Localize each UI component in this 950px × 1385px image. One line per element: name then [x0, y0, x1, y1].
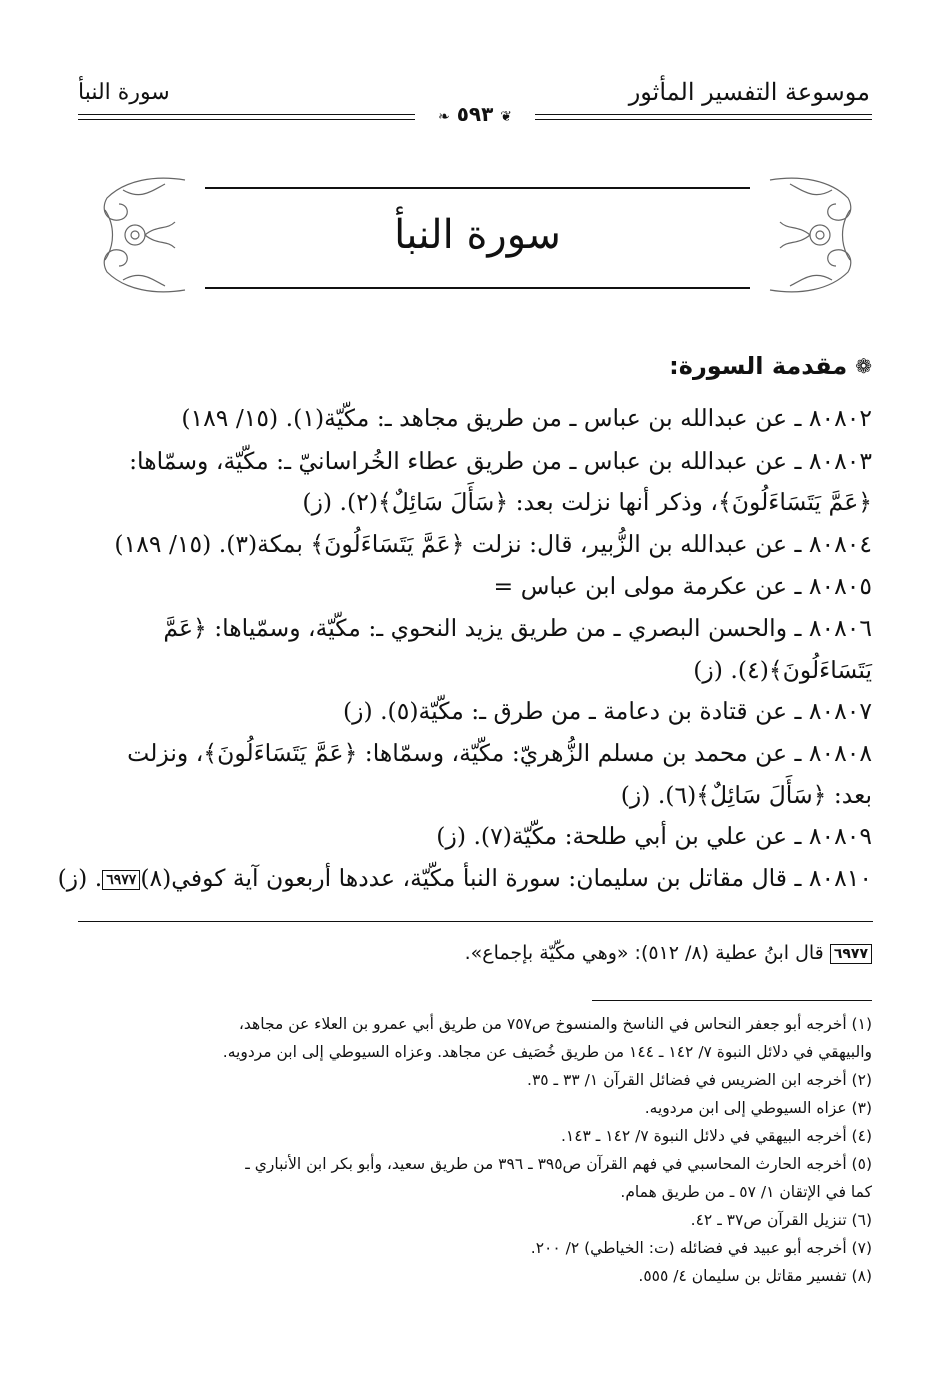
- text-line: ٨٠٨٠٣ ـ عن عبدالله بن عباس ـ من طريق عطاء الخُراسانيّ ـ: مكّيّة، وسمّاها:: [129, 447, 872, 475]
- footnote: (٧) أخرجه أبو عبيد في فضائله (ت: الخياطي) ٢/ ٢٠٠.: [530, 1239, 872, 1257]
- note-text: قال ابنُ عطية (٨/ ٥١٢): «وهي مكّيّة بإجماع».: [464, 942, 824, 964]
- text-line: ٨٠٨٠٩ ـ عن علي بن أبي طلحة: مكّيّة(٧). (ز): [436, 822, 872, 850]
- footnote: (٨) تفسير مقاتل بن سليمان ٤/ ٥٥٥.: [638, 1267, 872, 1285]
- text-line: ٨٠٨٠٢ ـ عن عبدالله بن عباس ـ من طريق مجاهد ـ: مكّيّة(١). (١٥/ ١٨٩): [181, 404, 872, 432]
- footnote-separator: [592, 1000, 872, 1001]
- page-number: ٥٩٣: [456, 102, 494, 126]
- flower-icon: ❁: [855, 354, 872, 378]
- text-line: ٨٠٨١٠ ـ قال مقاتل بن سليمان: سورة النبأ مكّيّة، عددها أربعون آية كوفي(٨): [140, 864, 872, 892]
- footnote: (٦) تنزيل القرآن ص٣٧ ـ ٤٢.: [690, 1211, 872, 1229]
- text-line: يَتَسَاءَلُونَ﴾(٤). (ز): [693, 656, 872, 684]
- text-line-tail: . (ز): [57, 864, 103, 892]
- text-line-with-ref: [57, 858, 872, 898]
- footnote: (١) أخرجه أبو جعفر النحاس في الناسخ والمنسوخ ص٧٥٧ من طريق أبي عمرو بن العلاء عن مجاهد،: [238, 1015, 872, 1033]
- page-number-block: [415, 99, 535, 129]
- book-title: موسوعة التفسير المأثور: [628, 78, 870, 106]
- section-heading: [669, 352, 872, 380]
- note-reference-box: ٦٩٧٧: [830, 944, 872, 964]
- footnote: (٣) عزاه السيوطي إلى ابن مردويه.: [644, 1099, 872, 1117]
- note-separator: [78, 921, 873, 922]
- title-rule-bottom: [205, 287, 750, 289]
- text-line: بعد: ﴿سَأَلَ سَائِلٌ﴾(٦). (ز): [620, 781, 872, 809]
- text-line: ٨٠٨٠٨ ـ عن محمد بن مسلم الزُّهريّ: مكّيّة، وسمّاها: ﴿عَمَّ يَتَسَاءَلُونَ﴾، ونزلت: [127, 739, 872, 767]
- surah-title-block: [95, 170, 860, 300]
- floral-ornament-icon: [760, 170, 860, 300]
- section-heading-text: مقدمة السورة:: [669, 352, 848, 380]
- text-line: ٨٠٨٠٤ ـ عن عبدالله بن الزُّبير، قال: نزلت ﴿عَمَّ يَتَسَاءَلُونَ﴾ بمكة(٣). (١٥/ ١٨٩): [114, 530, 872, 558]
- footnote: (٤) أخرجه البيهقي في دلائل النبوة ٧/ ١٤٢ ـ ١٤٣.: [560, 1127, 872, 1145]
- ornament-icon: ❧: [437, 109, 450, 125]
- cross-reference-box: ٦٩٧٧: [102, 870, 140, 890]
- surah-running-head: سورة النبأ: [78, 80, 170, 105]
- footnote: كما في الإتقان ١/ ٥٧ ـ من طريق همام.: [620, 1183, 872, 1201]
- text-line: ٨٠٨٠٦ ـ والحسن البصري ـ من طريق يزيد النحوي ـ: مكّيّة، وسمّياها: ﴿عَمَّ: [163, 614, 872, 642]
- text-line: ٨٠٨٠٧ ـ عن قتادة بن دعامة ـ من طرق ـ: مكّيّة(٥). (ز): [342, 697, 872, 725]
- floral-ornament-icon: [95, 170, 195, 300]
- surah-title: سورة النبأ: [394, 212, 561, 258]
- editor-note: [78, 936, 872, 970]
- footnote: والبيهقي في دلائل النبوة ٧/ ١٤٢ ـ ١٤٤ من طريق خُصَيف عن مجاهد. وعزاه السيوطي إلى ابن مردويه.: [222, 1043, 872, 1061]
- footnote: (٥) أخرجه الحارث المحاسبي في فهم القرآن ص٣٩٥ ـ ٣٩٦ من طريق سعيد، وأبو بكر ابن الأنباري ـ: [245, 1155, 872, 1173]
- ornament-icon: ❦: [500, 109, 513, 125]
- title-rule-top: [205, 187, 750, 189]
- text-line: ٨٠٨٠٥ ـ عن عكرمة مولى ابن عباس =: [493, 572, 872, 600]
- text-line: ﴿عَمَّ يَتَسَاءَلُونَ﴾، وذكر أنها نزلت بعد: ﴿سَأَلَ سَائِلٌ﴾(٢). (ز): [302, 488, 872, 516]
- footnote: (٢) أخرجه ابن الضريس في فضائل القرآن ١/ ٣٣ ـ ٣٥.: [527, 1071, 872, 1089]
